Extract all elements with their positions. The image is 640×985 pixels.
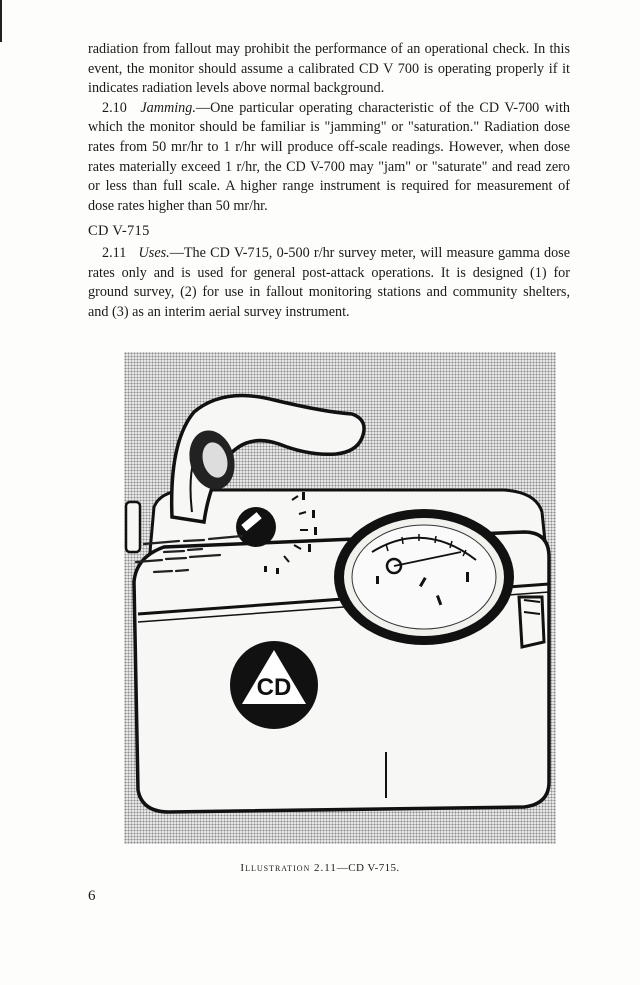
body-text xyxy=(88,40,570,322)
page-number: 6 xyxy=(88,888,96,904)
illustration xyxy=(124,352,556,844)
section-heading: CD V-715 xyxy=(88,223,150,240)
caption-label: Illustration 2.11 xyxy=(240,862,337,874)
paragraph-jamming-body: —One particular operating characteristic of the CD V-700 with which the monitor should be familiar is "jamming" or "saturation." Radiation dose rates from 50 mr/hr to 1 r/hr will produce off-scale readings. However, when dose rates materially exceed 1 r/hr, the CD V-700 may "jam" or "saturate" and read zero or less than full scale. A higher range instrument is required for measurement of dose rates higher than 50 mr/hr. xyxy=(88,99,570,214)
paragraph-fallout-check: radiation from fallout may prohibit the performance of an operational check. In this event, the monitor should assume a calibrated CD V 700 is operating properly if it indicates radiation levels above normal background. xyxy=(88,41,570,97)
figure-caption xyxy=(0,862,640,874)
section-title-uses: Uses. xyxy=(138,244,170,261)
survey-meter-drawing xyxy=(124,352,556,844)
section-number: 2.10 xyxy=(102,99,127,116)
cd-emblem-text: CD xyxy=(256,674,292,701)
paragraph-uses-body: —The CD V-715, 0-500 r/hr survey meter, will measure gamma dose rates only and is used for general post-attack operations. It is designed (1) for ground survey, (2) for use in fallout monitoring stations and community shelters, and (3) as an interim aerial survey instrument. xyxy=(88,244,570,320)
paragraph-jamming xyxy=(88,99,570,217)
page-edge-mark xyxy=(0,0,2,42)
paragraph-uses xyxy=(88,244,570,322)
section-number: 2.11 xyxy=(102,244,127,261)
caption-text: —CD V-715. xyxy=(336,862,400,874)
section-title-jamming: Jamming. xyxy=(140,99,196,116)
